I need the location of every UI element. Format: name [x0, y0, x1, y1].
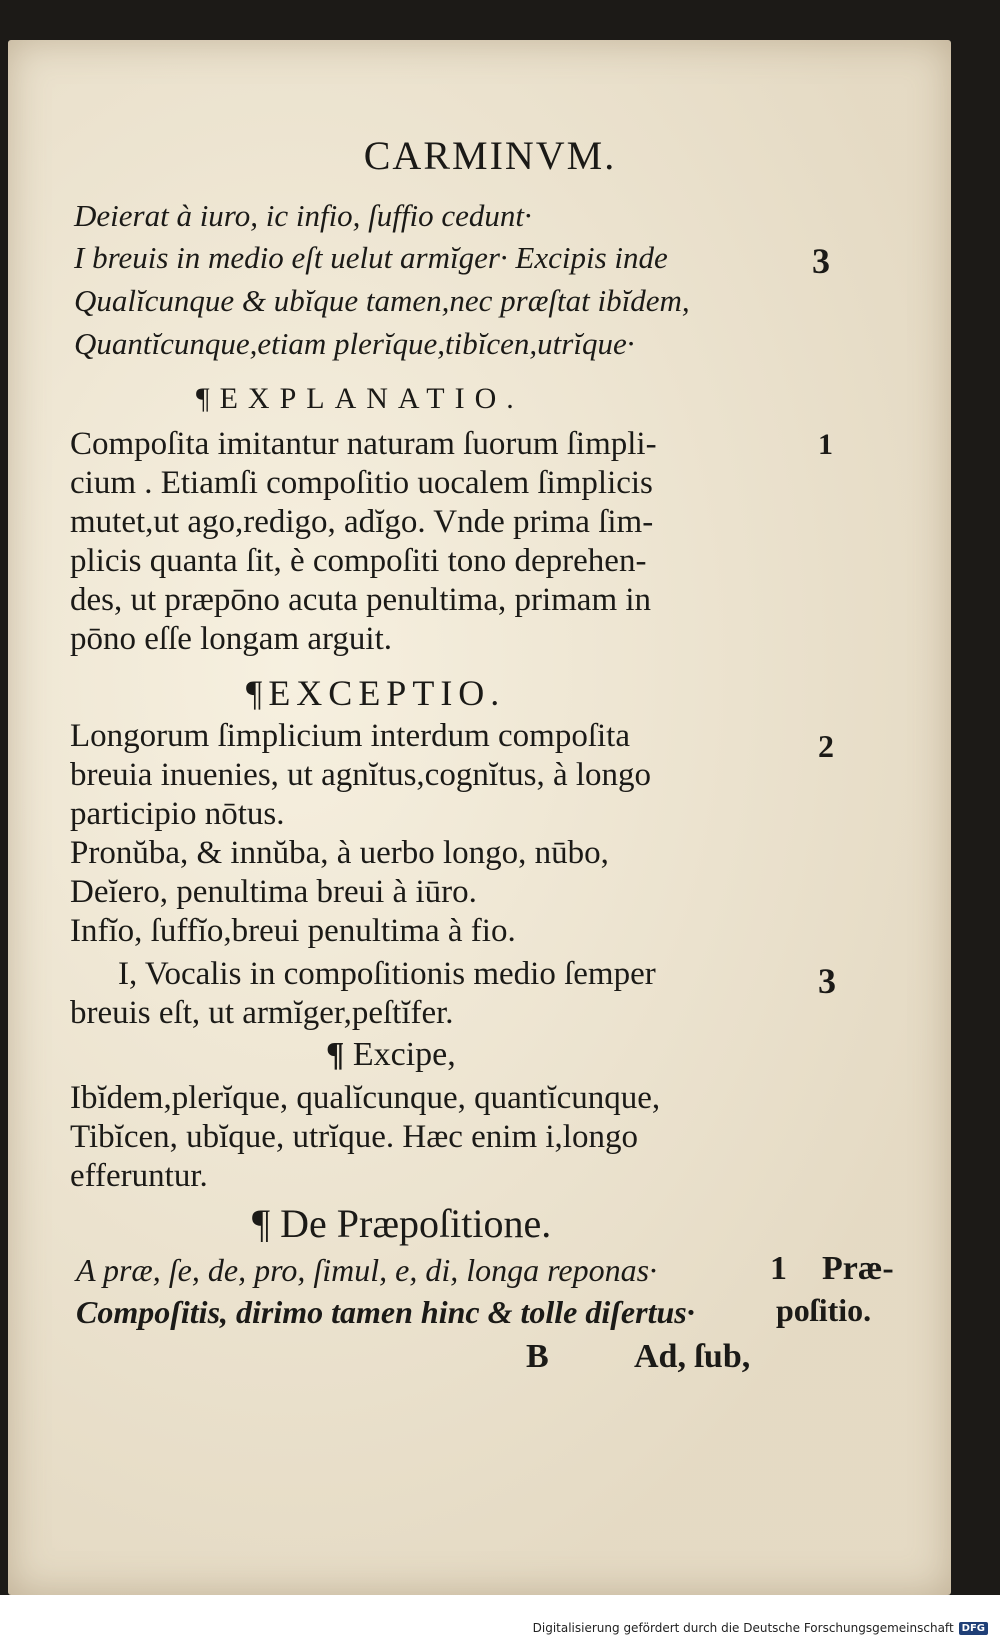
verse-line: I breuis in medio eſt uelut armĭger· Excipis inde	[74, 240, 668, 275]
margin-note-praepositio: poſitio.	[776, 1292, 872, 1328]
verse-line: Deierat à iuro, ic infio, ſuffio cedunt·	[74, 198, 532, 233]
body-line: Infĭo, ſuffĭo,breui penultima à fio.	[70, 913, 516, 949]
verse-line: Qualĭcunque & ubĭque tamen,nec præſtat ibĭdem,	[74, 283, 690, 318]
body-line: des, ut præpōno acuta penultima, primam in	[70, 582, 652, 618]
body-line: cium . Etiamſi compoſitio uocalem ſimplicis	[70, 465, 653, 501]
body-line: Pronŭba, & innŭba, à uerbo longo, nūbo,	[70, 835, 609, 871]
margin-number: 3	[812, 241, 830, 281]
running-head: CARMINVM.	[363, 133, 617, 178]
pilcrow-icon: ¶	[252, 1201, 281, 1246]
body-line: mutet,ut ago,redigo, adĭgo. Vnde prima ſim-	[70, 504, 654, 540]
body-line: Deĭero, penultima breui à iūro.	[70, 874, 477, 910]
verse-line: Compoſitis, dirimo tamen hinc & tolle diſertus·	[76, 1294, 695, 1330]
body-line: participio nōtus.	[70, 796, 285, 832]
signature-mark: B	[526, 1338, 549, 1375]
verse-line: Quantĭcunque,etiam plerĭque,tibĭcen,utrĭque·	[74, 326, 635, 361]
section-heading-excipe: ¶ Excipe,	[326, 1036, 456, 1073]
credit-text: Digitalisierung gefördert durch die Deutsche Forschungsgemeinschaft	[532, 1621, 954, 1635]
body-line: efferuntur.	[70, 1158, 208, 1194]
body-line: pōno eſſe longam arguit.	[70, 621, 392, 657]
body-line: Compoſita imitantur naturam ſuorum ſimpli-	[70, 426, 657, 462]
pilcrow-icon: ¶	[196, 382, 220, 415]
margin-number: 1	[770, 1250, 787, 1287]
margin-note-praepositio: Præ-	[822, 1250, 894, 1287]
section-heading-praepositione: ¶ De Præpoſitione.	[252, 1201, 552, 1246]
section-heading-exceptio: ¶EXCEPTIO.	[246, 673, 506, 713]
catchword: Ad, ſub,	[634, 1338, 751, 1375]
digitization-credit	[533, 1621, 988, 1635]
margin-number: 1	[818, 428, 833, 461]
body-line: plicis quanta ſit, è compoſiti tono deprehen-	[70, 543, 647, 579]
body-line: I, Vocalis in compoſitionis medio ſemper	[118, 956, 656, 992]
body-line: Longorum ſimplicium interdum compoſita	[70, 718, 631, 754]
section-heading-explanatio: ¶EXPLANATIO.	[196, 382, 524, 415]
margin-number: 3	[818, 961, 836, 1001]
body-line: Ibĭdem,plerĭque, qualĭcunque, quantĭcunque,	[70, 1080, 661, 1116]
verse-line: A præ, ſe, de, pro, ſimul, e, di, longa reponas·	[76, 1252, 658, 1288]
dfg-logo: DFG	[959, 1622, 988, 1635]
margin-number: 2	[818, 728, 834, 764]
body-line: breuis eſt, ut armĭger,peſtĭfer.	[70, 995, 454, 1031]
pilcrow-icon: ¶	[246, 673, 269, 713]
body-line: Tibĭcen, ubĭque, utrĭque. Hæc enim i,longo	[70, 1119, 638, 1155]
scan-footer	[0, 1595, 1000, 1643]
body-line: breuia inuenies, ut agnĭtus,cognĭtus, à longo	[70, 757, 652, 793]
pilcrow-icon: ¶	[326, 1036, 353, 1073]
